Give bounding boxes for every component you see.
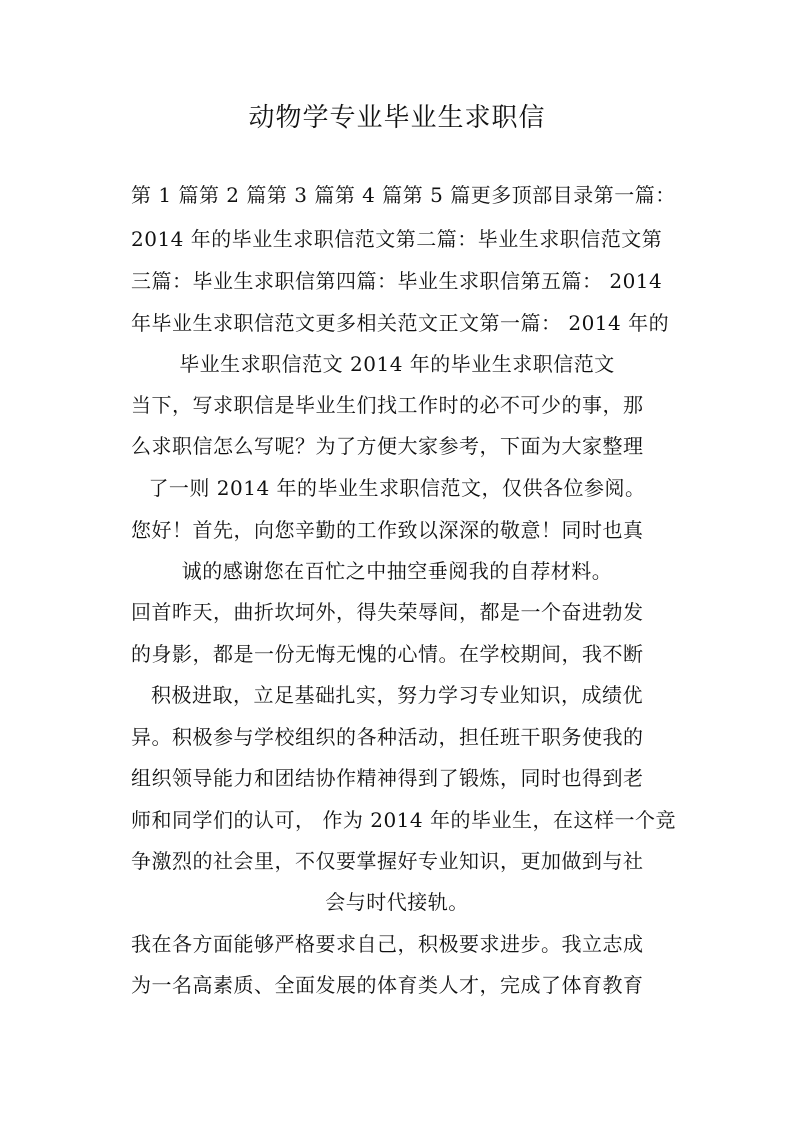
document-title: 动物学专业毕业生求职信	[248, 103, 546, 133]
text-line: 争激烈的社会里，不仅要掌握好专业知识，更加做到与社	[131, 849, 644, 873]
text-line: 我在各方面能够严格要求自己，积极要求进步。我立志成	[131, 932, 644, 956]
text-line: 异。积极参与学校组织的各种活动，担任班干职务使我的	[131, 725, 644, 749]
text-line: 回首昨天，曲折坎坷外，得失荣辱间，都是一个奋进勃发	[131, 600, 644, 624]
text-line: 积极进取，立足基础扎实，努力学习专业知识，成绩优	[151, 683, 643, 707]
text-line: 会与时代接轨。	[325, 890, 469, 914]
text-line: 了一则 2014 年的毕业生求职信范文，仅供各位参阅。	[148, 476, 646, 500]
text-line: 三篇：毕业生求职信第四篇：毕业生求职信第五篇： 2014	[131, 269, 663, 293]
text-line: 的身影，都是一份无悔无愧的心情。在学校期间，我不断	[131, 642, 644, 666]
text-line: 为一名高素质、全面发展的体育类人才，完成了体育教育	[131, 973, 644, 997]
text-line: 师和同学们的认可， 作为 2014 年的毕业生，在这样一个竞	[131, 808, 676, 832]
text-line: 么求职信怎么写呢？为了方便大家参考，下面为大家整理	[131, 434, 644, 458]
text-line: 诚的感谢您在百忙之中抽空垂阅我的自荐材料。	[181, 559, 613, 583]
text-line: 2014 年的毕业生求职信范文第二篇：毕业生求职信范文第	[131, 227, 663, 251]
text-line: 毕业生求职信范文 2014 年的毕业生求职信范文	[179, 352, 615, 376]
text-line: 组织领导能力和团结协作精神得到了锻炼，同时也得到老	[131, 766, 644, 790]
text-line: 您好！首先，向您辛勤的工作致以深深的敬意！同时也真	[131, 518, 644, 542]
text-line: 当下，写求职信是毕业生们找工作时的必不可少的事，那	[131, 393, 644, 417]
text-line: 年毕业生求职信范文更多相关范文正文第一篇： 2014 年的	[131, 311, 670, 335]
text-line: 第 1 篇第 2 篇第 3 篇第 4 篇第 5 篇更多顶部目录第一篇：	[131, 183, 676, 207]
